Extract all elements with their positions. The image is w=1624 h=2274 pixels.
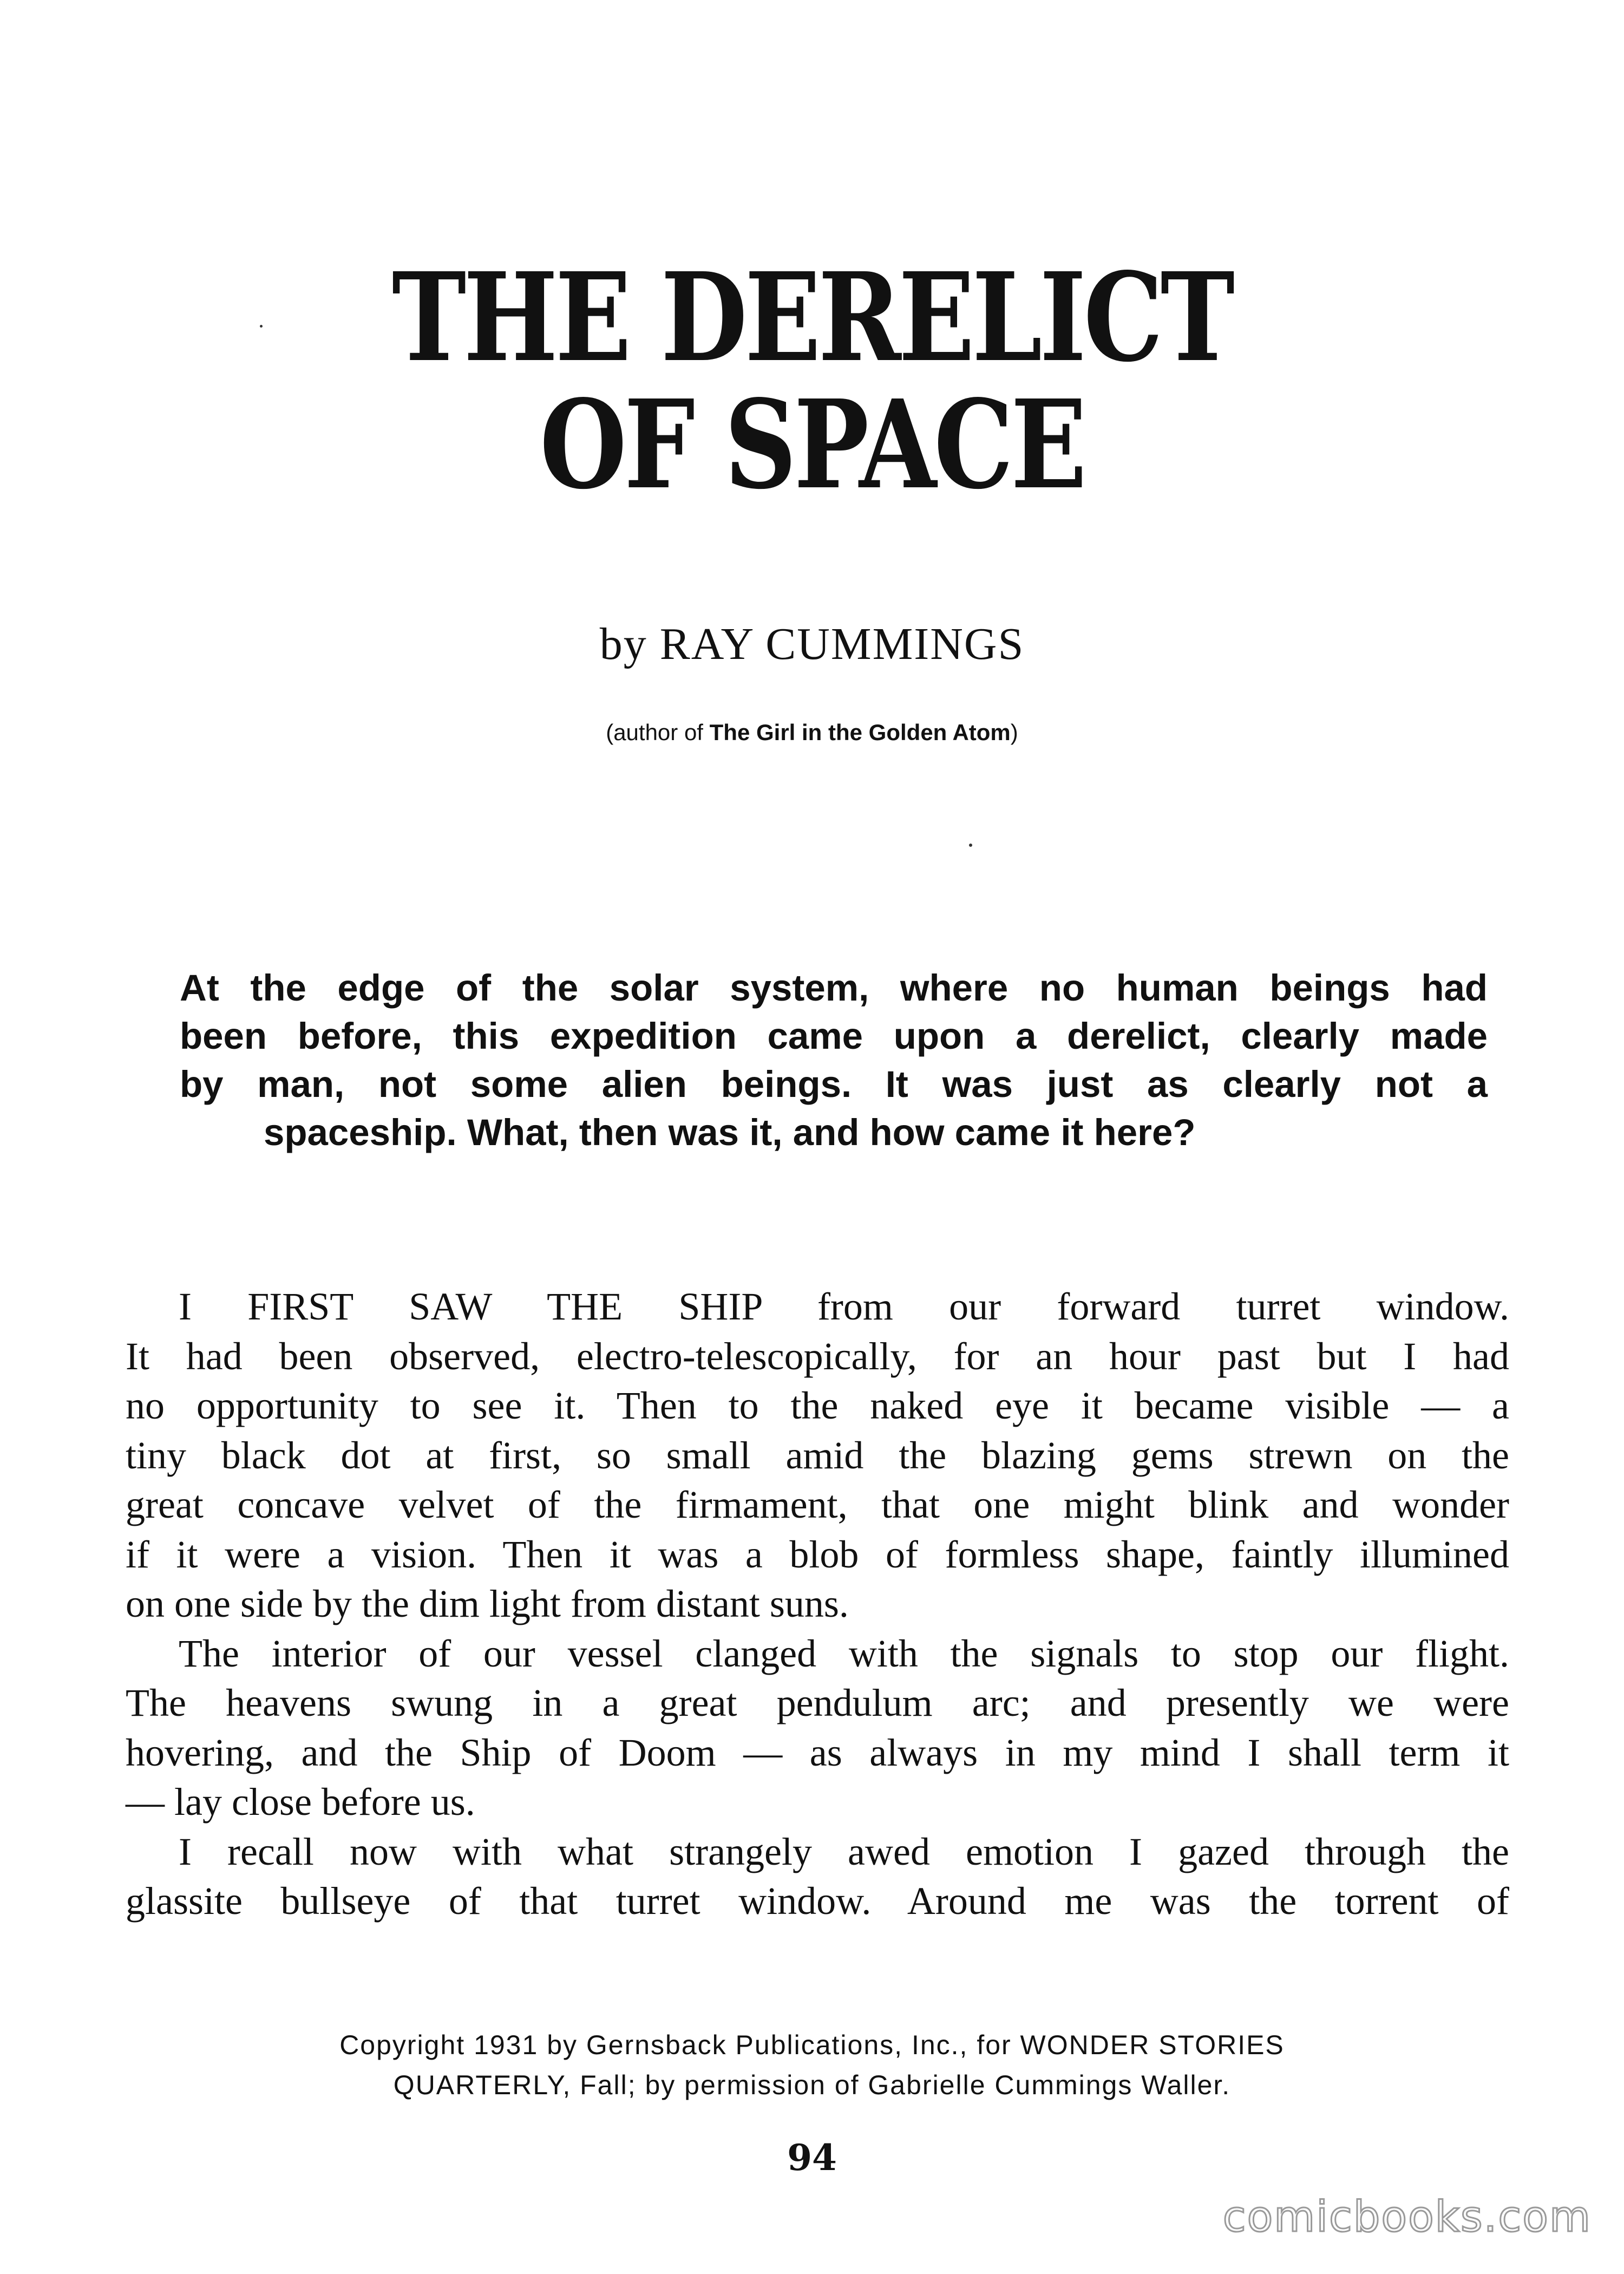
story-line: glassite bullseye of that turret window. Around me was the torrent of: [126, 1879, 1509, 1923]
story-line: hovering, and the Ship of Doom — as always in my mind I shall term it: [126, 1730, 1509, 1774]
story-title: [146, 246, 1478, 517]
story-body: [126, 1282, 1509, 1926]
intro-line: spaceship. What, then was it, and how came it here?: [264, 1112, 1196, 1153]
story-line: — lay close before us.: [126, 1780, 475, 1824]
author-note-suffix: ): [1010, 720, 1018, 745]
story-line: The heavens swung in a great pendulum arc; and presently we were: [126, 1681, 1509, 1724]
title-line: OF SPACE: [540, 374, 1084, 517]
watermark: comicbooks.com: [1222, 2193, 1592, 2242]
author-note-prefix: (author of: [606, 720, 710, 745]
story-line: It had been observed, electro-telescopically, for an hour past but I had: [126, 1334, 1509, 1378]
intro-line: been before, this expedition came upon a derelict, clearly made: [180, 1015, 1488, 1057]
author-note: [0, 717, 1624, 748]
story-line: on one side by the dim light from distant suns.: [126, 1582, 849, 1625]
story-line: I FIRST SAW THE SHIP from our forward turret window.: [179, 1285, 1509, 1328]
story-line: no opportunity to see it. Then to the naked eye it became visible — a: [126, 1384, 1509, 1427]
copyright-line: Copyright 1931 by Gernsback Publications, Inc., for WONDER STORIES: [339, 2030, 1285, 2060]
print-speck: [969, 844, 972, 847]
story-line: great concave velvet of the firmament, that one might blink and wonder: [126, 1483, 1509, 1526]
byline: by RAY CUMMINGS: [599, 619, 1025, 669]
copyright-line: QUARTERLY, Fall; by permission of Gabrielle Cummings Waller.: [393, 2070, 1231, 2100]
story-line: if it were a vision. Then it was a blob of formless shape, faintly illumined: [126, 1532, 1509, 1576]
story-line: I recall now with what strangely awed emotion I gazed through the: [179, 1829, 1509, 1873]
page-number: 94: [787, 2136, 837, 2179]
story-line: The interior of our vessel clanged with the signals to stop our flight.: [179, 1631, 1509, 1675]
story-line: tiny black dot at first, so small amid the blazing gems strewn on the: [126, 1433, 1509, 1477]
title-line: THE DERELICT: [391, 246, 1233, 389]
print-speck: [260, 325, 263, 328]
intro-blurb: [180, 964, 1488, 1156]
intro-line: At the edge of the solar system, where no human beings had: [180, 967, 1488, 1009]
author-note-work: The Girl in the Golden Atom: [709, 720, 1011, 745]
intro-line: by man, not some alien beings. It was just as clearly not a: [180, 1063, 1488, 1105]
copyright-notice: [0, 2025, 1624, 2105]
